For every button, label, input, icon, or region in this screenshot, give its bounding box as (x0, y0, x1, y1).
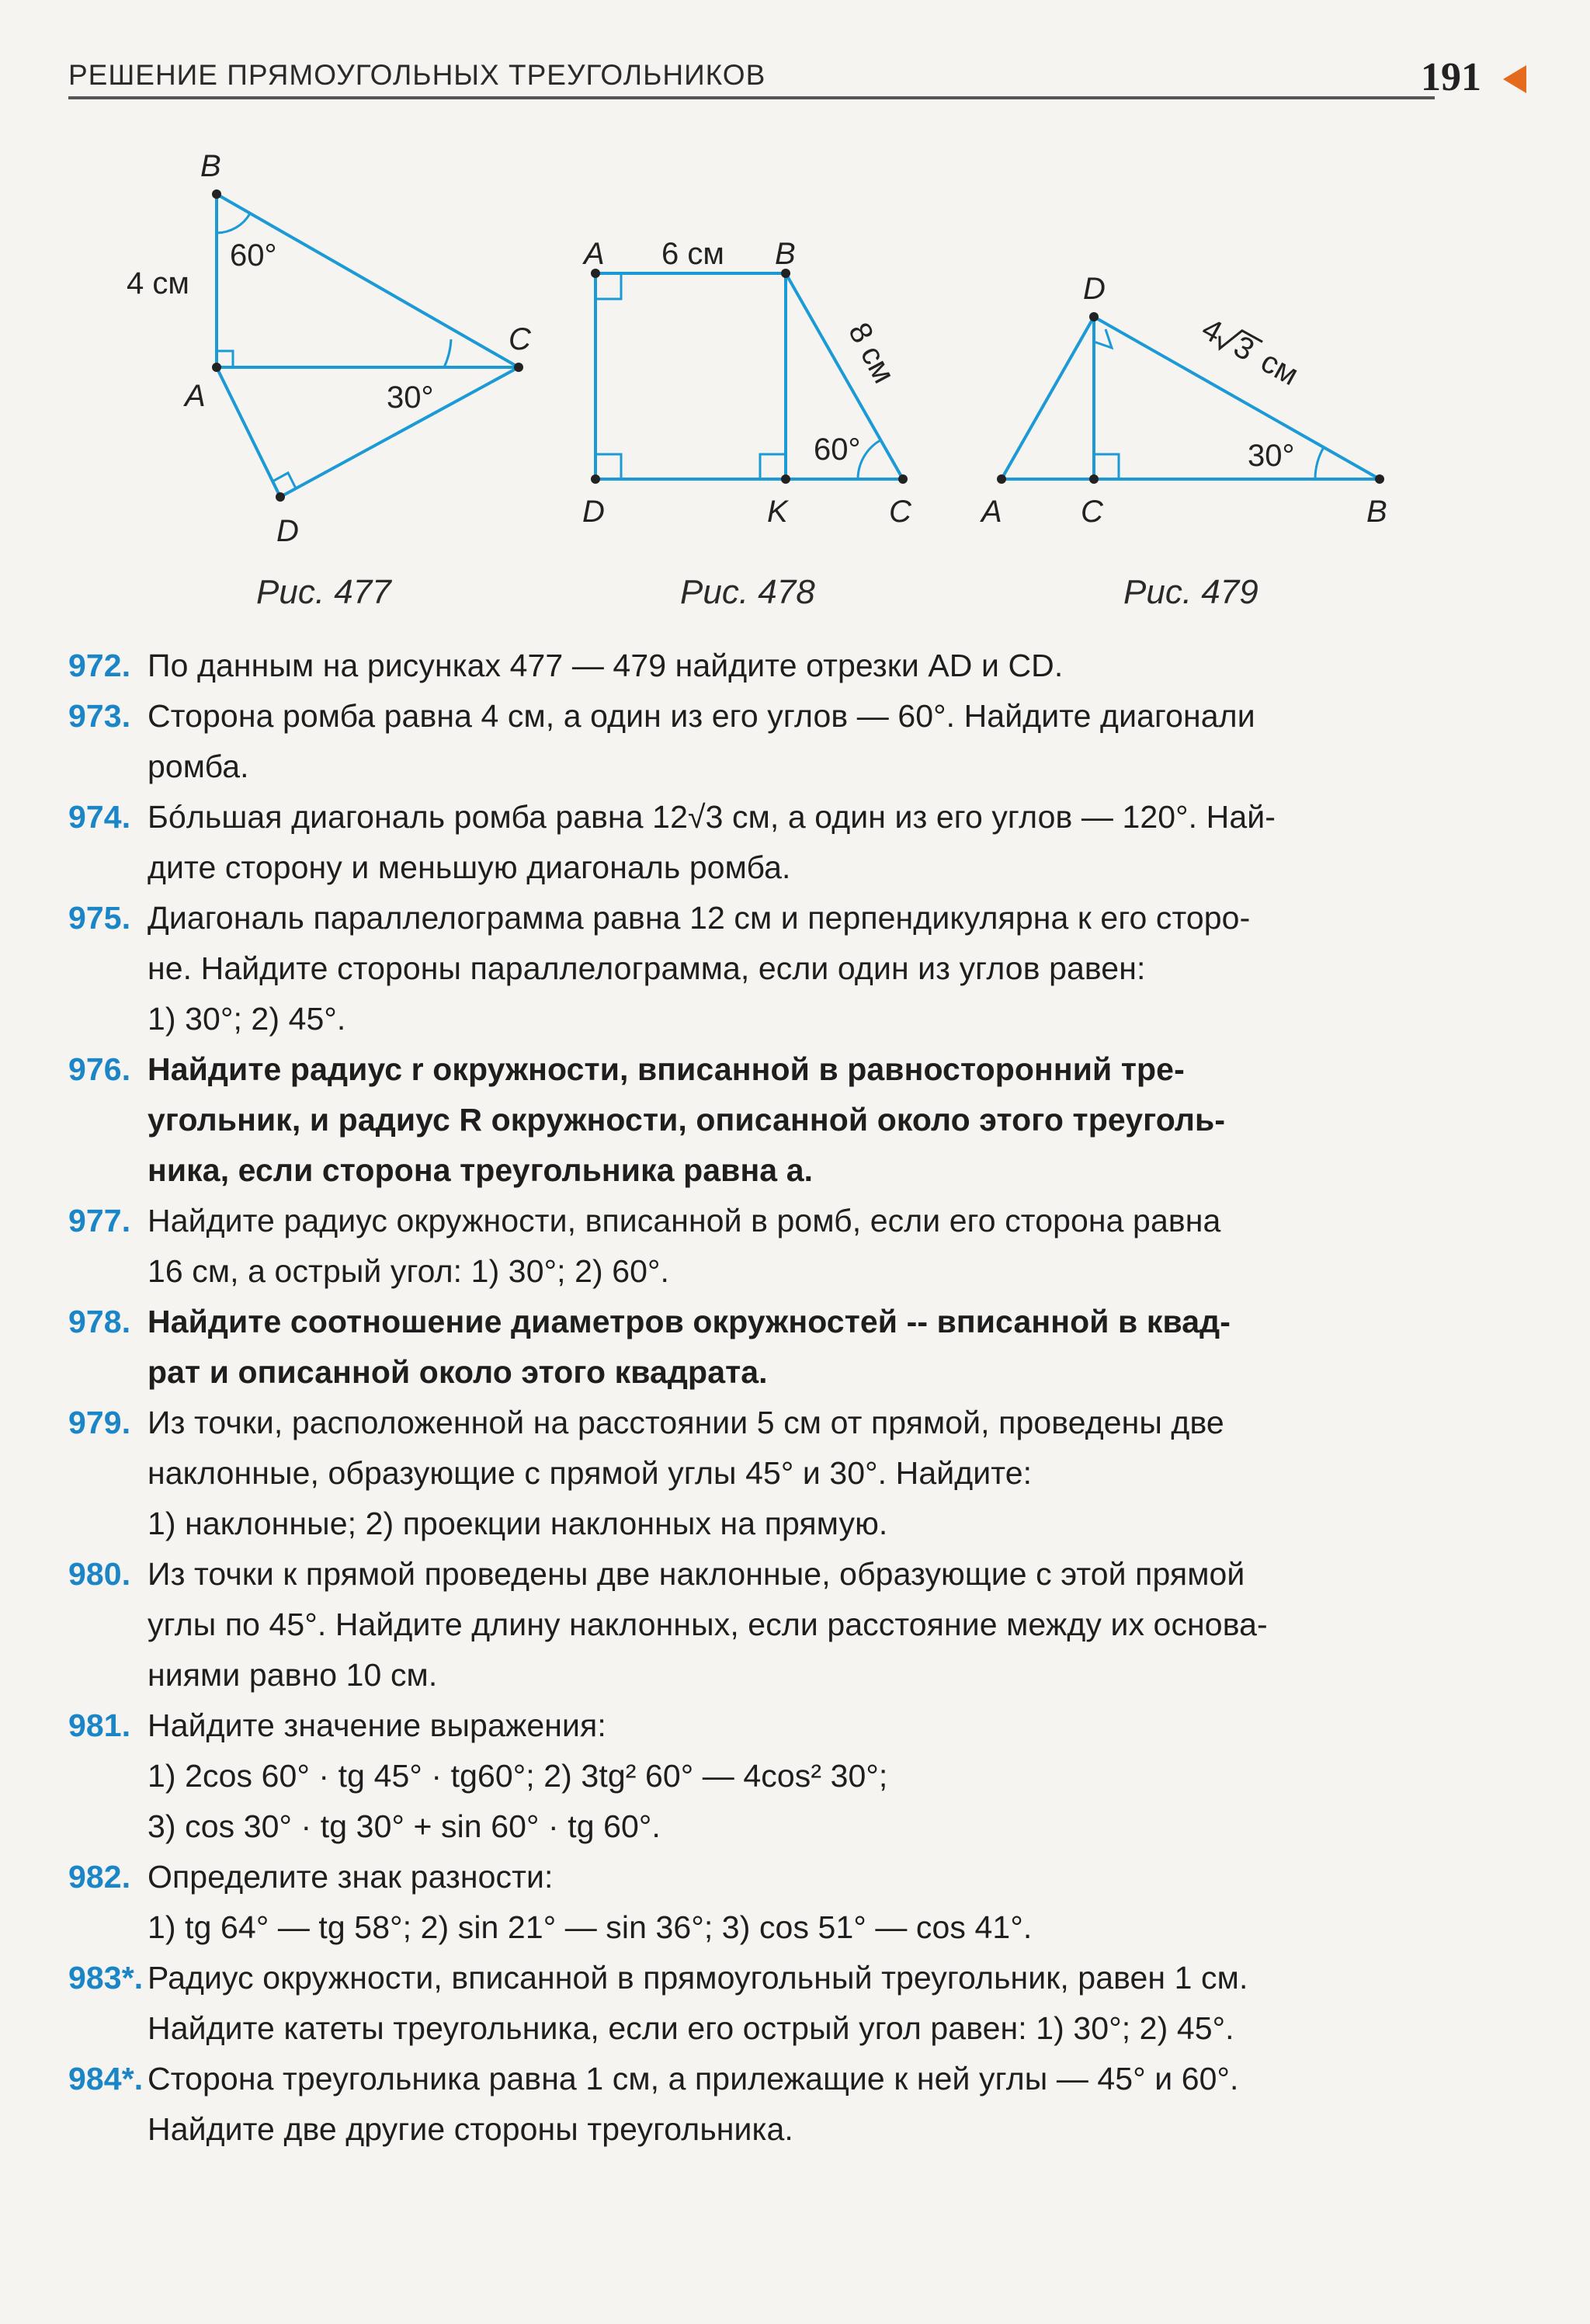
problem-number: 978. (68, 1304, 131, 1339)
problem-text: Определите знак разности: (148, 1859, 554, 1895)
fig477-label-D: D (276, 514, 299, 548)
problem-line (68, 1145, 1458, 1196)
problem-text: дите сторону и меньшую диагональ ромба. (148, 849, 791, 885)
fig479-label-B: B (1366, 495, 1387, 529)
fig477-label-A: A (185, 379, 206, 413)
fig479-hyp-coef: 4 (1196, 311, 1228, 350)
problem-text: 16 см, а острый угол: 1) 30°; 2) 60°. (148, 1253, 670, 1289)
fig478-slant: 8 см (842, 317, 901, 389)
problem-text: Найдите значение выражения: (148, 1707, 606, 1743)
problem-line (68, 1650, 1458, 1700)
problem-text: рат и описанной около этого квадрата. (148, 1354, 768, 1390)
problem-text: Найдите радиус окружности, вписанной в ромб, если его сторона равна (148, 1203, 1221, 1238)
problem-text: Найдите радиус r окружности, вписанной в равносторонний тре- (148, 1051, 1185, 1087)
problem-line (68, 742, 1458, 792)
problem-item (68, 691, 1458, 792)
fig478-label-A: A (584, 237, 605, 271)
fig479-angle-b: 30° (1248, 439, 1295, 473)
problem-line (68, 792, 1458, 842)
fig479-label-D: D (1083, 272, 1106, 306)
figures-svg (0, 116, 1590, 582)
problem-line (68, 1297, 1458, 1347)
fig478-top: 6 см (661, 237, 724, 271)
problem-text: Из точки, расположенной на расстоянии 5 см от прямой, проведены две (148, 1405, 1224, 1440)
problem-line (68, 1953, 1458, 2003)
problem-line (68, 1044, 1458, 1095)
problem-line (68, 994, 1458, 1044)
problem-line (68, 1196, 1458, 1246)
problem-number: 972. (68, 648, 131, 683)
caption-478: Рис. 478 (680, 573, 815, 611)
fig478-label-D: D (582, 495, 605, 529)
problem-line (68, 641, 1458, 691)
fig478-label-C: C (889, 495, 911, 529)
fig478-angle-c: 60° (814, 432, 861, 467)
problem-line (68, 943, 1458, 994)
problem-item (68, 1852, 1458, 1953)
problem-text: ниями равно 10 см. (148, 1657, 438, 1693)
problem-line (68, 1600, 1458, 1650)
problem-item (68, 893, 1458, 1044)
figure-479-points (997, 312, 1384, 484)
problem-line (68, 1549, 1458, 1600)
problem-line (68, 691, 1458, 742)
problem-number: 982. (68, 1859, 131, 1895)
problem-text: Сторона ромба равна 4 см, а один из его углов — 60°. Найдите диагонали (148, 698, 1255, 734)
page-header (68, 54, 1481, 101)
fig477-label-B: B (200, 149, 221, 183)
problem-text: ника, если сторона треугольника равна a. (148, 1152, 814, 1188)
problem-line (68, 842, 1458, 893)
section-title: РЕШЕНИЕ ПРЯМОУГОЛЬНЫХ ТРЕУГОЛЬНИКОВ (68, 59, 766, 91)
problem-text: наклонные, образующие с прямой углы 45° и 30°. Найдите: (148, 1455, 1033, 1491)
problem-item (68, 1196, 1458, 1297)
problem-item (68, 792, 1458, 893)
problem-line (68, 1398, 1458, 1448)
fig479-label-A: A (981, 495, 1002, 529)
problem-text: Радиус окружности, вписанной в прямоугольный треугольник, равен 1 см. (148, 1960, 1248, 1996)
problem-text: Сторона треугольника равна 1 см, а прилежащие к ней углы — 45° и 60°. (148, 2061, 1239, 2096)
problem-item (68, 1297, 1458, 1398)
fig479-hyp-unit: см (1255, 344, 1304, 393)
problem-text: 1) 2cos 60° · tg 45° · tg60°; 2) 3tg² 60° — 4cos² 30°; (148, 1758, 888, 1794)
problem-line (68, 1852, 1458, 1902)
problem-text: По данным на рисунках 477 — 479 найдите отрезки AD и CD. (148, 648, 1064, 683)
problem-number: 974. (68, 799, 131, 835)
problem-text: Диагональ параллелограмма равна 12 см и перпендикулярна к его сторо- (148, 900, 1251, 936)
problem-line (68, 893, 1458, 943)
problem-text: ромба. (148, 749, 249, 784)
fig477-side: 4 см (127, 266, 189, 300)
fig477-angle-c: 30° (387, 380, 434, 415)
figure-479 (1002, 317, 1380, 479)
fig479-hypotenuse (1196, 311, 1304, 392)
problem-text: 1) наклонные; 2) проекции наклонных на прямую. (148, 1506, 888, 1541)
fig479-hyp-rad: 3 (1227, 329, 1260, 368)
problem-line (68, 1347, 1458, 1398)
problem-item (68, 2054, 1458, 2155)
problem-line (68, 2054, 1458, 2104)
problem-line (68, 1095, 1458, 1145)
problem-line (68, 1902, 1458, 1953)
header-rule (68, 96, 1435, 99)
fig477-label-C: C (509, 322, 531, 356)
problem-text: Из точки к прямой проведены две наклонные, образующие с этой прямой (148, 1556, 1245, 1592)
caption-477: Рис. 477 (256, 573, 391, 611)
problem-line (68, 2003, 1458, 2054)
problem-line (68, 1801, 1458, 1852)
page-number: 191 (1421, 55, 1481, 99)
problem-number: 976. (68, 1051, 131, 1087)
problem-list (68, 641, 1458, 2155)
problem-text: Найдите соотношение диаметров окружностей -- вписанной в квад- (148, 1304, 1231, 1339)
problem-number: 981. (68, 1707, 131, 1743)
problem-text: Найдите катеты треугольника, если его острый угол равен: 1) 30°; 2) 45°. (148, 2010, 1234, 2046)
problem-item (68, 641, 1458, 691)
problem-number: 977. (68, 1203, 131, 1238)
fig477-angle-b: 60° (230, 238, 277, 273)
problem-line (68, 1448, 1458, 1499)
problem-number: 983*. (68, 1960, 144, 1996)
problem-number: 973. (68, 698, 131, 734)
problem-text: 3) cos 30° · tg 30° + sin 60° · tg 60°. (148, 1808, 661, 1844)
problem-number: 980. (68, 1556, 131, 1592)
problem-text: 1) 30°; 2) 45°. (148, 1001, 346, 1037)
fig479-label-C: C (1081, 495, 1103, 529)
problem-line (68, 1700, 1458, 1751)
problem-text: углы по 45°. Найдите длину наклонных, если расстояние между их основа- (148, 1607, 1268, 1642)
problem-item (68, 1044, 1458, 1196)
problem-line (68, 1499, 1458, 1549)
problem-text: не. Найдите стороны параллелограмма, если один из углов равен: (148, 950, 1146, 986)
fig478-label-B: B (775, 237, 796, 271)
problem-line (68, 2104, 1458, 2155)
problem-text: Найдите две другие стороны треугольника. (148, 2111, 793, 2147)
problem-line (68, 1246, 1458, 1297)
problem-number: 975. (68, 900, 131, 936)
problem-item (68, 1398, 1458, 1549)
problem-item (68, 1549, 1458, 1700)
problem-item (68, 1700, 1458, 1852)
problem-text: 1) tg 64° — tg 58°; 2) sin 21° — sin 36°; 3) cos 51° — cos 41°. (148, 1909, 1033, 1945)
problem-text: Бóльшая диагональ ромба равна 12√3 см, а один из его углов — 120°. Най- (148, 799, 1276, 835)
caption-479: Рис. 479 (1123, 573, 1258, 611)
problem-text: угольник, и радиус R окружности, описанной около этого треуголь- (148, 1102, 1226, 1138)
page-marker-triangle (1503, 65, 1526, 93)
problem-number: 979. (68, 1405, 131, 1440)
fig478-label-K: K (767, 495, 788, 529)
problem-item (68, 1953, 1458, 2054)
problem-number: 984*. (68, 2061, 144, 2096)
problem-line (68, 1751, 1458, 1801)
